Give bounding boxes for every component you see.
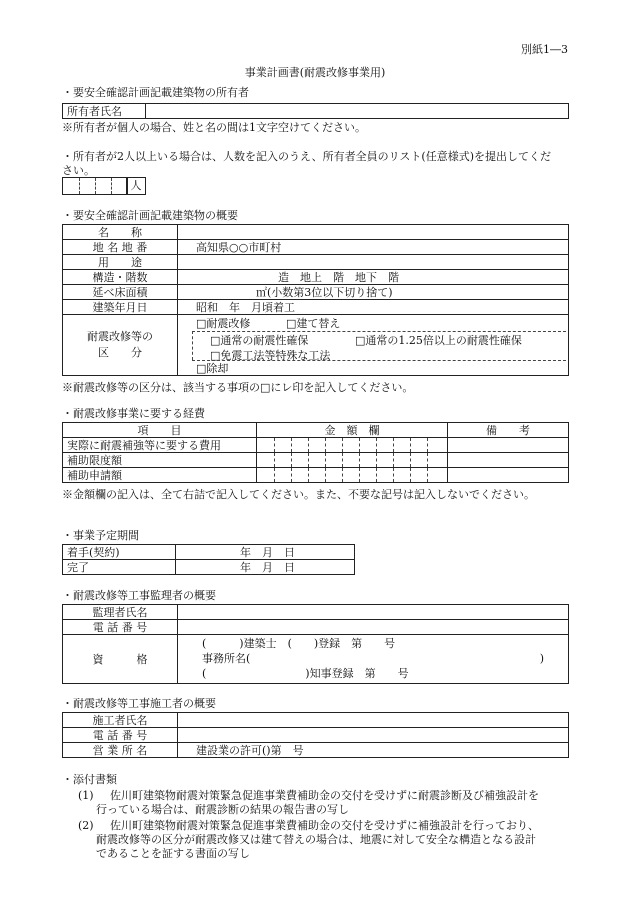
building-structure-value[interactable]: 造 地上 階 地下 階 — [178, 270, 569, 285]
schedule-end-value[interactable]: 年 月 日 — [176, 560, 355, 575]
digit-separator — [359, 438, 360, 452]
digit-separator — [325, 438, 326, 452]
digit-separator — [308, 468, 309, 482]
contractor-phone-label: 電 話 番 号 — [63, 728, 178, 743]
attachment-2-line1: 佐川町建築物耐震対策緊急促進事業費補助金の交付を受けずに補強設計を行っており、 — [110, 819, 539, 832]
digit-separator — [342, 453, 343, 467]
supervisor-qual-cell[interactable] — [178, 635, 569, 684]
supervisor-table — [62, 604, 569, 684]
digit-separator — [393, 438, 394, 452]
owner-heading: ・要安全確認計画記載建築物の所有者 — [62, 86, 249, 99]
supervisor-phone-label: 電 話 番 号 — [63, 620, 178, 635]
attachment-1-line2: 行っている場合は、耐震診断の結果の報告書の写し — [96, 803, 349, 816]
building-date-label: 建築年月日 — [63, 300, 178, 315]
cost-row-request-label: 補助申請額 — [63, 468, 257, 483]
schedule-heading: ・事業予定期間 — [62, 529, 139, 542]
digit-separator — [325, 453, 326, 467]
digit-separator — [410, 453, 411, 467]
owner-note: ※所有者が個人の場合、姓と名の間は1文字空けてください。 — [62, 121, 366, 134]
digit-separator — [410, 438, 411, 452]
cost-note: ※金額欄の記入は、全て右詰で記入してください。また、不要な記号は記入しないでください。 — [62, 488, 535, 501]
digit-separator — [376, 453, 377, 467]
building-category-cell — [178, 315, 569, 376]
digit-separator — [376, 468, 377, 482]
building-area-label: 延べ床面積 — [63, 285, 178, 300]
cost-col-amount: 金 額 欄 — [257, 423, 448, 438]
owner-name-label: 所有者氏名 — [63, 104, 146, 119]
digit-separator — [274, 468, 275, 482]
cost-row-actual-amount[interactable] — [257, 438, 448, 453]
cat-retrofit-checkbox[interactable]: □耐震改修 — [196, 317, 251, 330]
digit-separator — [393, 468, 394, 482]
building-date-value[interactable]: 昭和 年 月頃着工 — [178, 300, 569, 315]
supervisor-heading: ・耐震改修等工事監理者の概要 — [62, 589, 216, 602]
building-heading: ・要安全確認計画記載建築物の概要 — [62, 209, 238, 222]
contractor-name-label: 施工者氏名 — [63, 713, 178, 728]
cat-demolition-checkbox[interactable]: □除却 — [196, 362, 229, 375]
owner-name-field[interactable] — [146, 104, 569, 119]
cost-heading: ・耐震改修事業に要する経費 — [62, 407, 205, 420]
contractor-license-value[interactable]: 建設業の許可()第 号 — [178, 743, 569, 758]
digit-separator — [410, 468, 411, 482]
building-category-label-line1: 耐震改修等の — [87, 330, 153, 343]
building-use-value[interactable] — [178, 255, 569, 270]
contractor-name-value[interactable] — [178, 713, 569, 728]
supervisor-qual-line3: ( )知事登録 第 号 — [202, 667, 409, 680]
building-category-label-line2: 区 分 — [98, 346, 142, 359]
page-title: 事業計画書(耐震改修事業用) — [244, 66, 386, 79]
digit-separator — [291, 438, 292, 452]
cost-row-limit-label: 補助限度額 — [63, 453, 257, 468]
building-name-label: 名 称 — [63, 225, 178, 240]
cost-col-remarks: 備 考 — [448, 423, 569, 438]
building-structure-label: 構造・階数 — [63, 270, 178, 285]
digit-separator — [427, 438, 428, 452]
cost-row-actual-remarks[interactable] — [448, 438, 569, 453]
schedule-start-label: 着手(契約) — [63, 545, 176, 560]
supervisor-name-label: 監理者氏名 — [63, 605, 178, 620]
cost-row-request-remarks[interactable] — [448, 468, 569, 483]
building-area-value[interactable]: ㎡(小数第3位以下切り捨て) — [178, 285, 569, 300]
digit-separator — [427, 468, 428, 482]
building-name-value[interactable] — [178, 225, 569, 240]
owner-count-field[interactable] — [62, 177, 128, 195]
supervisor-qual-line2: 事務所名( — [202, 652, 251, 665]
digit-separator — [291, 453, 292, 467]
digit-separator — [427, 453, 428, 467]
contractor-table — [62, 712, 569, 758]
owner-table — [62, 103, 569, 119]
attachments-heading: ・添付書類 — [62, 773, 117, 786]
attachment-2-line3: であることを証する書面の写し — [96, 847, 250, 860]
digit-separator — [325, 468, 326, 482]
digit-separator — [376, 438, 377, 452]
digit-separator — [393, 453, 394, 467]
cost-row-limit-amount[interactable] — [257, 453, 448, 468]
form-number: 別紙1―3 — [521, 43, 568, 56]
building-use-label: 用 途 — [63, 255, 178, 270]
building-table — [62, 224, 569, 376]
contractor-office-label: 営 業 所 名 — [63, 743, 178, 758]
owner-multi-note: ・所有者が2人以上いる場合は、人数を記入のうえ、所有者全員のリスト(任意様式)を提出してください。 — [62, 150, 552, 177]
digit-separator — [359, 453, 360, 467]
supervisor-phone-value[interactable] — [178, 620, 569, 635]
digit-separator — [342, 468, 343, 482]
attachment-2-line2: 耐震改修等の区分が耐震改修又は建て替えの場合は、地震に対して安全な構造となる設計 — [96, 833, 536, 846]
attachment-1-number: (1) — [78, 789, 94, 802]
schedule-end-label: 完了 — [63, 560, 176, 575]
cat-normal-checkbox[interactable]: □通常の耐震性確保 — [210, 334, 309, 347]
digit-separator — [308, 438, 309, 452]
cost-table — [62, 422, 569, 483]
digit-separator — [274, 438, 275, 452]
contractor-heading: ・耐震改修等工事施工者の概要 — [62, 697, 216, 710]
cat-rebuild-checkbox[interactable]: □建て替え — [286, 317, 341, 330]
digit-separator — [291, 468, 292, 482]
building-category-label — [63, 315, 178, 376]
owner-count-unit: 人 — [126, 177, 146, 195]
supervisor-qual-line1: ( )建築士 ( )登録 第 号 — [202, 637, 396, 650]
building-address-label: 地 名 地 番 — [63, 240, 178, 255]
schedule-table — [62, 544, 355, 575]
supervisor-qual-label: 資 格 — [63, 635, 178, 684]
digit-separator — [359, 468, 360, 482]
cost-row-actual-label: 実際に耐震補強等に要する費用 — [63, 438, 257, 453]
cat-isolation-checkbox[interactable]: □免震工法等特殊な工法 — [210, 349, 331, 362]
attachment-1-line1: 佐川町建築物耐震対策緊急促進事業費補助金の交付を受けずに耐震診断及び補強設計を — [110, 789, 539, 802]
supervisor-name-value[interactable] — [178, 605, 569, 620]
digit-separator — [342, 438, 343, 452]
cost-row-request-amount[interactable] — [257, 468, 448, 483]
supervisor-qual-line2-end: ) — [539, 652, 544, 665]
schedule-start-value[interactable]: 年 月 日 — [176, 545, 355, 560]
cat-125-checkbox[interactable]: □通常の1.25倍以上の耐震性確保 — [355, 334, 522, 347]
contractor-phone-value[interactable] — [178, 728, 569, 743]
cost-col-item: 項 目 — [63, 423, 257, 438]
digit-separator — [274, 453, 275, 467]
digit-separator — [308, 453, 309, 467]
attachment-2-number: (2) — [78, 819, 94, 832]
building-address-value[interactable]: 高知県○○市町村 — [178, 240, 569, 255]
cost-row-limit-remarks[interactable] — [448, 453, 569, 468]
building-note: ※耐震改修等の区分は、該当する事項の□にレ印を記入してください。 — [62, 381, 414, 394]
